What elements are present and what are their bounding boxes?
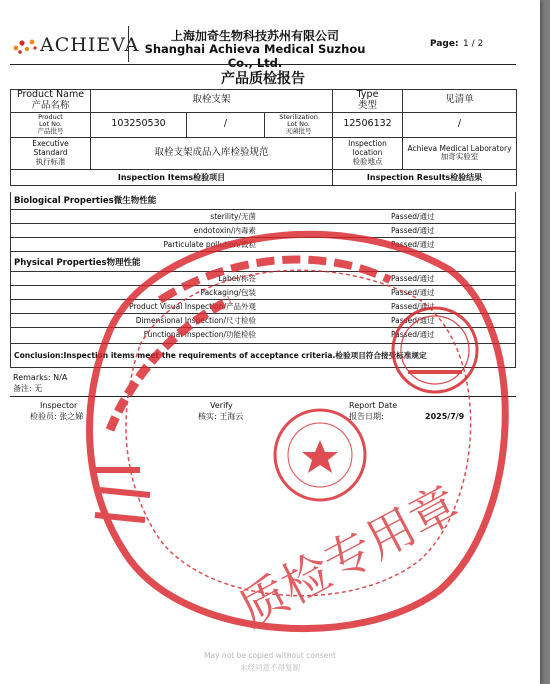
type-value: 见清单	[403, 90, 517, 113]
physical-item-result: Passed/通过	[391, 274, 435, 283]
column-header-row	[11, 169, 517, 185]
product-lot-extra: /	[187, 112, 265, 137]
logo-text: ACHIEVA	[40, 34, 140, 56]
std-label-1: Executive	[32, 139, 69, 149]
page-label: Page:	[430, 39, 459, 49]
verify-value: 核实: 王海云	[198, 412, 244, 421]
product-name-label	[11, 90, 91, 113]
report-date-prefix: 报告日期:	[349, 412, 384, 421]
results-column-header: Inspection Results检验结果	[333, 169, 517, 185]
company-name-en: Shanghai Achieva Medical Suzhou Co., Ltd.	[144, 42, 366, 70]
bio-section-heading: Biological Properties微生物性能	[10, 192, 516, 210]
product-name-label-cn: 产品名称	[31, 99, 70, 111]
logo-mark-icon	[10, 30, 40, 60]
report-date-value: 2025/7/9	[425, 412, 465, 421]
copy-watermark-cn: 未经同意不得复制	[240, 663, 300, 672]
physical-item-name: Functional Inspection/功能检验	[143, 330, 256, 339]
report-title: 产品质检报告	[221, 71, 305, 87]
standard-label	[11, 137, 91, 169]
page-number: 1 / 2	[463, 39, 484, 49]
physical-item-name: Label/标签	[218, 274, 256, 283]
ster-label-1: Sterilization	[279, 113, 318, 122]
physical-row	[10, 328, 516, 344]
inspector-label: Inspector	[40, 401, 78, 410]
header-rule	[10, 64, 516, 65]
bio-row	[10, 224, 516, 238]
conclusion: Conclusion:Inspection items meet the requirements of acceptance criteria.检验项目符合接受标准规定	[10, 344, 516, 368]
std-label-3: 执行标准	[35, 156, 66, 166]
loc-value-2: 加奇实验室	[440, 152, 479, 162]
type-label-cn: 类型	[358, 99, 378, 111]
bio-item-name: Particulate pollution/微粒	[163, 240, 256, 249]
physical-row	[10, 272, 516, 286]
remarks-rule	[10, 396, 516, 397]
company-name-cn: 上海加奇生物科技苏州有限公司	[170, 29, 339, 43]
location-value	[403, 137, 517, 169]
sterilization-lot-extra: /	[403, 112, 517, 137]
product-lot-value: 103250530	[91, 112, 187, 137]
physical-row	[10, 300, 516, 314]
product-name-row	[11, 90, 517, 113]
bio-item-result: Passed/通过	[391, 226, 435, 235]
type-label-en: Type	[356, 89, 379, 100]
product-info-table	[10, 89, 517, 186]
verify-label: Verify	[210, 401, 233, 410]
physical-item-result: Passed/通过	[391, 302, 435, 311]
physical-row	[10, 286, 516, 300]
loc-label-3: 检验地点	[352, 156, 383, 166]
location-label	[333, 137, 403, 169]
bio-item-name: sterility/无菌	[210, 212, 256, 221]
physical-row	[10, 314, 516, 328]
physical-item-result: Passed/通过	[391, 288, 435, 297]
loc-label-2: location	[352, 148, 383, 158]
bio-item-result: Passed/通过	[391, 212, 435, 221]
bio-row	[10, 210, 516, 224]
product-lot-label-1: Product	[38, 113, 63, 122]
product-name-value: 取栓支架	[91, 90, 333, 113]
lot-row	[11, 112, 517, 137]
physical-section-heading: Physical Properties物理性能	[10, 252, 516, 272]
physical-item-result: Passed/通过	[391, 316, 435, 325]
loc-value-1: Achieva Medical Laboratory	[407, 143, 512, 153]
physical-item-name: Dimensional Inspection/尺寸检验	[135, 316, 256, 325]
copy-watermark-en: May not be copied without consent	[204, 651, 336, 660]
physical-item-name: Product Visual Inspection/产品外观	[129, 302, 256, 311]
inspector-value: 检验员: 张之娣	[30, 412, 84, 421]
standard-value: 取栓支架成品入库检验规范	[91, 137, 333, 169]
bio-row	[10, 238, 516, 252]
ster-label-2: Lot No.	[287, 120, 310, 129]
remarks-en: Remarks: N/A	[13, 373, 68, 382]
bio-item-result: Passed/通过	[391, 240, 435, 249]
product-name-label-en: Product Name	[16, 89, 85, 100]
ster-label-3: 灭菌批号	[285, 127, 312, 136]
report-date-label: Report Date	[349, 401, 398, 410]
product-lot-label-3: 产品批号	[37, 127, 64, 136]
bio-item-name: endotoxin/内毒素	[193, 226, 256, 235]
sterilization-lot-label	[265, 112, 333, 137]
std-label-2: Standard	[33, 148, 68, 158]
product-lot-label-2: Lot No.	[39, 120, 62, 129]
physical-item-name: Packaging/包装	[200, 288, 256, 297]
loc-label-1: Inspection	[348, 139, 387, 149]
standard-row	[11, 137, 517, 169]
physical-item-result: Passed/通过	[391, 330, 435, 339]
product-lot-label	[11, 112, 91, 137]
remarks-cn: 备注: 无	[13, 384, 43, 393]
items-column-header: Inspection Items检验项目	[11, 169, 333, 185]
stamp-text: 质检专用章	[229, 475, 469, 638]
sterilization-lot-value: 12506132	[333, 112, 403, 137]
type-label	[333, 90, 403, 113]
